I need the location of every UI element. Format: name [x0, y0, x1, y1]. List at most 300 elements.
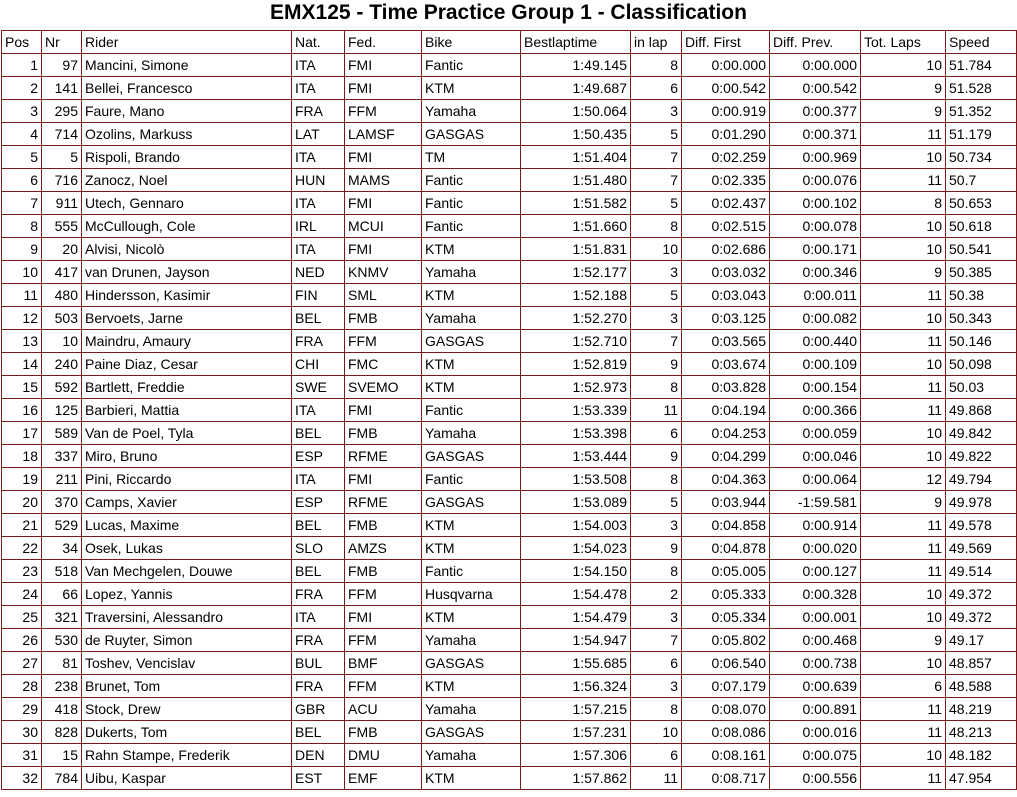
table-row: [2, 261, 1017, 284]
table-cell: NED: [292, 261, 345, 284]
table-cell: 29: [2, 698, 42, 721]
table-cell: Yamaha: [422, 744, 521, 767]
table-cell: 0:00.328: [770, 583, 861, 606]
table-cell: Fantic: [422, 399, 521, 422]
table-cell: 49.822: [946, 445, 1017, 468]
table-cell: 828: [42, 721, 82, 744]
table-cell: KTM: [422, 376, 521, 399]
table-row: [2, 284, 1017, 307]
table-cell: 1:52.710: [521, 330, 631, 353]
table-cell: FMI: [345, 468, 422, 491]
table-cell: 11: [861, 721, 946, 744]
table-cell: Camps, Xavier: [82, 491, 292, 514]
table-cell: 1:49.145: [521, 54, 631, 77]
table-cell: 0:00.016: [770, 721, 861, 744]
column-header: Nat.: [292, 31, 345, 54]
table-cell: 592: [42, 376, 82, 399]
table-cell: 0:04.363: [682, 468, 770, 491]
table-cell: SLO: [292, 537, 345, 560]
table-cell: 1:51.480: [521, 169, 631, 192]
table-cell: 0:00.075: [770, 744, 861, 767]
table-cell: 15: [2, 376, 42, 399]
table-cell: 11: [631, 399, 682, 422]
table-cell: 9: [631, 445, 682, 468]
table-cell: 9: [631, 353, 682, 376]
table-cell: MAMS: [345, 169, 422, 192]
table-cell: Mancini, Simone: [82, 54, 292, 77]
table-cell: 0:02.515: [682, 215, 770, 238]
table-row: [2, 514, 1017, 537]
table-cell: 0:00.064: [770, 468, 861, 491]
table-cell: GASGAS: [422, 721, 521, 744]
table-cell: 11: [861, 514, 946, 537]
table-cell: FFM: [345, 100, 422, 123]
table-cell: 1:54.150: [521, 560, 631, 583]
table-cell: Barbieri, Mattia: [82, 399, 292, 422]
table-cell: 9: [861, 77, 946, 100]
table-cell: 0:00.738: [770, 652, 861, 675]
table-cell: 0:00.000: [770, 54, 861, 77]
column-header: Tot. Laps: [861, 31, 946, 54]
table-cell: 370: [42, 491, 82, 514]
table-cell: 7: [631, 629, 682, 652]
table-cell: 6: [861, 675, 946, 698]
table-cell: 555: [42, 215, 82, 238]
table-cell: 0:04.194: [682, 399, 770, 422]
table-cell: 7: [631, 330, 682, 353]
table-cell: Miro, Bruno: [82, 445, 292, 468]
table-cell: 1:49.687: [521, 77, 631, 100]
table-cell: 0:00.001: [770, 606, 861, 629]
table-cell: 0:05.802: [682, 629, 770, 652]
table-cell: FFM: [345, 330, 422, 353]
table-cell: ESP: [292, 445, 345, 468]
table-cell: Faure, Mano: [82, 100, 292, 123]
table-cell: Fantic: [422, 192, 521, 215]
table-cell: 48.213: [946, 721, 1017, 744]
table-cell: 211: [42, 468, 82, 491]
table-cell: Dukerts, Tom: [82, 721, 292, 744]
table-cell: 3: [631, 100, 682, 123]
table-row: [2, 468, 1017, 491]
table-cell: 0:03.043: [682, 284, 770, 307]
table-cell: 417: [42, 261, 82, 284]
table-cell: 529: [42, 514, 82, 537]
table-cell: 23: [2, 560, 42, 583]
table-row: [2, 652, 1017, 675]
table-row: [2, 307, 1017, 330]
table-row: [2, 491, 1017, 514]
column-header: in lap: [631, 31, 682, 54]
table-cell: 50.343: [946, 307, 1017, 330]
column-header: Fed.: [345, 31, 422, 54]
table-cell: 51.179: [946, 123, 1017, 146]
table-cell: KTM: [422, 514, 521, 537]
table-cell: 1:53.508: [521, 468, 631, 491]
table-cell: 10: [861, 215, 946, 238]
table-cell: FRA: [292, 100, 345, 123]
table-cell: 1:52.270: [521, 307, 631, 330]
table-cell: 11: [2, 284, 42, 307]
table-cell: 0:00.346: [770, 261, 861, 284]
table-cell: 0:03.674: [682, 353, 770, 376]
table-cell: MCUI: [345, 215, 422, 238]
table-cell: 0:00.914: [770, 514, 861, 537]
table-cell: 0:00.000: [682, 54, 770, 77]
table-cell: 9: [2, 238, 42, 261]
table-row: [2, 560, 1017, 583]
table-row: [2, 537, 1017, 560]
table-cell: SVEMO: [345, 376, 422, 399]
table-cell: 49.372: [946, 606, 1017, 629]
table-cell: SWE: [292, 376, 345, 399]
table-cell: 0:03.828: [682, 376, 770, 399]
table-cell: 2: [2, 77, 42, 100]
table-cell: 141: [42, 77, 82, 100]
table-cell: 0:05.333: [682, 583, 770, 606]
table-cell: 1:56.324: [521, 675, 631, 698]
table-cell: ITA: [292, 468, 345, 491]
table-cell: Fantic: [422, 215, 521, 238]
table-cell: 11: [631, 767, 682, 790]
table-cell: ITA: [292, 54, 345, 77]
table-cell: ITA: [292, 399, 345, 422]
table-cell: GASGAS: [422, 445, 521, 468]
table-cell: BMF: [345, 652, 422, 675]
table-cell: 0:04.253: [682, 422, 770, 445]
table-cell: FMI: [345, 146, 422, 169]
table-cell: 1:57.231: [521, 721, 631, 744]
table-cell: 3: [631, 606, 682, 629]
table-cell: 1:53.339: [521, 399, 631, 422]
table-cell: 1:51.582: [521, 192, 631, 215]
table-cell: 1:52.819: [521, 353, 631, 376]
table-cell: 0:03.032: [682, 261, 770, 284]
table-cell: 10: [861, 146, 946, 169]
table-cell: 20: [42, 238, 82, 261]
table-row: [2, 767, 1017, 790]
table-cell: FMB: [345, 422, 422, 445]
table-cell: EST: [292, 767, 345, 790]
table-cell: 10: [631, 238, 682, 261]
table-cell: Bervoets, Jarne: [82, 307, 292, 330]
table-cell: KTM: [422, 238, 521, 261]
table-cell: 9: [861, 100, 946, 123]
table-cell: 6: [631, 652, 682, 675]
table-cell: 48.857: [946, 652, 1017, 675]
table-cell: 0:05.005: [682, 560, 770, 583]
table-row: [2, 100, 1017, 123]
table-cell: Van de Poel, Tyla: [82, 422, 292, 445]
table-cell: Rahn Stampe, Frederik: [82, 744, 292, 767]
table-row: [2, 77, 1017, 100]
table-cell: TM: [422, 146, 521, 169]
table-cell: 8: [631, 54, 682, 77]
table-cell: ITA: [292, 77, 345, 100]
table-cell: 17: [2, 422, 42, 445]
table-cell: 24: [2, 583, 42, 606]
table-row: [2, 698, 1017, 721]
table-cell: 0:00.078: [770, 215, 861, 238]
table-cell: LAMSF: [345, 123, 422, 146]
table-cell: 50.385: [946, 261, 1017, 284]
table-cell: 0:00.046: [770, 445, 861, 468]
table-cell: BEL: [292, 560, 345, 583]
table-cell: 50.541: [946, 238, 1017, 261]
table-cell: 0:02.437: [682, 192, 770, 215]
table-cell: FMB: [345, 307, 422, 330]
table-cell: 49.569: [946, 537, 1017, 560]
table-cell: FFM: [345, 629, 422, 652]
page-title: EMX125 - Time Practice Group 1 - Classification: [270, 1, 747, 24]
table-cell: 530: [42, 629, 82, 652]
table-cell: 0:00.542: [682, 77, 770, 100]
table-cell: 0:01.290: [682, 123, 770, 146]
table-cell: 295: [42, 100, 82, 123]
table-cell: 0:00.919: [682, 100, 770, 123]
table-cell: KTM: [422, 675, 521, 698]
table-cell: GASGAS: [422, 123, 521, 146]
table-cell: 7: [631, 146, 682, 169]
table-cell: 66: [42, 583, 82, 606]
table-cell: Bartlett, Freddie: [82, 376, 292, 399]
table-cell: 1:51.404: [521, 146, 631, 169]
table-cell: 6: [2, 169, 42, 192]
table-cell: 31: [2, 744, 42, 767]
table-cell: FMI: [345, 238, 422, 261]
table-cell: 1:54.023: [521, 537, 631, 560]
table-cell: 50.098: [946, 353, 1017, 376]
table-cell: 0:00.969: [770, 146, 861, 169]
table-cell: 8: [631, 560, 682, 583]
table-cell: 11: [861, 284, 946, 307]
column-header: Diff. First: [682, 31, 770, 54]
table-body: [2, 54, 1017, 790]
table-cell: ITA: [292, 192, 345, 215]
table-cell: 14: [2, 353, 42, 376]
table-row: [2, 123, 1017, 146]
table-cell: 1:50.064: [521, 100, 631, 123]
table-cell: 6: [631, 422, 682, 445]
table-cell: McCullough, Cole: [82, 215, 292, 238]
table-cell: 97: [42, 54, 82, 77]
table-cell: KTM: [422, 537, 521, 560]
table-cell: 10: [861, 238, 946, 261]
table-cell: 11: [861, 698, 946, 721]
table-cell: 3: [631, 261, 682, 284]
table-cell: 9: [631, 537, 682, 560]
table-row: [2, 353, 1017, 376]
table-cell: 1:52.188: [521, 284, 631, 307]
table-cell: Alvisi, Nicolò: [82, 238, 292, 261]
table-cell: 784: [42, 767, 82, 790]
table-cell: 6: [631, 77, 682, 100]
table-cell: 32: [2, 767, 42, 790]
table-cell: 10: [631, 721, 682, 744]
table-cell: 0:00.109: [770, 353, 861, 376]
table-cell: 716: [42, 169, 82, 192]
table-cell: Ozolins, Markuss: [82, 123, 292, 146]
table-cell: 6: [631, 744, 682, 767]
table-cell: KTM: [422, 767, 521, 790]
table-cell: 321: [42, 606, 82, 629]
table-cell: 0:08.161: [682, 744, 770, 767]
table-cell: 19: [2, 468, 42, 491]
table-cell: 51.784: [946, 54, 1017, 77]
table-cell: 714: [42, 123, 82, 146]
table-cell: 49.868: [946, 399, 1017, 422]
table-cell: ACU: [345, 698, 422, 721]
table-cell: 5: [631, 123, 682, 146]
table-cell: 1:50.435: [521, 123, 631, 146]
table-cell: 11: [861, 537, 946, 560]
table-cell: 0:00.468: [770, 629, 861, 652]
table-cell: 0:00.440: [770, 330, 861, 353]
table-cell: 0:00.102: [770, 192, 861, 215]
table-cell: 50.146: [946, 330, 1017, 353]
table-cell: Fantic: [422, 560, 521, 583]
table-cell: ITA: [292, 146, 345, 169]
table-cell: FMI: [345, 606, 422, 629]
table-cell: 8: [631, 215, 682, 238]
table-cell: 48.182: [946, 744, 1017, 767]
table-cell: 8: [861, 192, 946, 215]
table-row: [2, 583, 1017, 606]
table-cell: 10: [861, 606, 946, 629]
table-row: [2, 606, 1017, 629]
table-cell: 8: [2, 215, 42, 238]
table-row: [2, 169, 1017, 192]
table-cell: Traversini, Alessandro: [82, 606, 292, 629]
table-cell: 0:02.335: [682, 169, 770, 192]
table-cell: 9: [861, 261, 946, 284]
table-cell: 0:08.070: [682, 698, 770, 721]
table-row: [2, 215, 1017, 238]
table-cell: 10: [861, 353, 946, 376]
table-row: [2, 399, 1017, 422]
classification-table: [1, 30, 1017, 790]
table-cell: 50.653: [946, 192, 1017, 215]
table-cell: 10: [42, 330, 82, 353]
table-cell: 125: [42, 399, 82, 422]
table-cell: 2: [631, 583, 682, 606]
table-cell: 1:54.478: [521, 583, 631, 606]
table-cell: Toshev, Vencislav: [82, 652, 292, 675]
table-cell: Husqvarna: [422, 583, 521, 606]
table-cell: 0:00.171: [770, 238, 861, 261]
table-cell: 518: [42, 560, 82, 583]
table-cell: FRA: [292, 330, 345, 353]
table-cell: GBR: [292, 698, 345, 721]
table-cell: FMB: [345, 514, 422, 537]
table-cell: 8: [631, 468, 682, 491]
table-cell: 4: [2, 123, 42, 146]
table-cell: 10: [861, 744, 946, 767]
table-cell: KTM: [422, 284, 521, 307]
table-cell: 10: [861, 652, 946, 675]
table-cell: 28: [2, 675, 42, 698]
table-cell: 26: [2, 629, 42, 652]
table-row: [2, 422, 1017, 445]
table-cell: 25: [2, 606, 42, 629]
table-cell: SML: [345, 284, 422, 307]
table-cell: BUL: [292, 652, 345, 675]
table-cell: 51.528: [946, 77, 1017, 100]
table-cell: 0:04.878: [682, 537, 770, 560]
table-cell: 418: [42, 698, 82, 721]
table-cell: 9: [861, 629, 946, 652]
table-cell: 0:08.717: [682, 767, 770, 790]
table-cell: 18: [2, 445, 42, 468]
table-cell: Paine Diaz, Cesar: [82, 353, 292, 376]
table-cell: FMI: [345, 192, 422, 215]
table-cell: 11: [861, 376, 946, 399]
table-cell: ITA: [292, 606, 345, 629]
table-row: [2, 445, 1017, 468]
table-cell: 5: [631, 192, 682, 215]
table-cell: CHI: [292, 353, 345, 376]
column-header: Bestlaptime: [521, 31, 631, 54]
table-cell: 1:54.479: [521, 606, 631, 629]
table-cell: Van Mechgelen, Douwe: [82, 560, 292, 583]
table-cell: -1:59.581: [770, 491, 861, 514]
table-cell: FMB: [345, 721, 422, 744]
table-row: [2, 238, 1017, 261]
table-cell: 0:03.565: [682, 330, 770, 353]
table-cell: 0:00.371: [770, 123, 861, 146]
table-cell: HUN: [292, 169, 345, 192]
table-cell: 10: [861, 583, 946, 606]
table-cell: 0:06.540: [682, 652, 770, 675]
table-cell: Fantic: [422, 468, 521, 491]
table-cell: EMF: [345, 767, 422, 790]
table-cell: 50.03: [946, 376, 1017, 399]
table-cell: 3: [2, 100, 42, 123]
table-cell: GASGAS: [422, 330, 521, 353]
table-cell: 9: [861, 491, 946, 514]
table-row: [2, 330, 1017, 353]
table-cell: 1:51.660: [521, 215, 631, 238]
table-cell: 1:53.398: [521, 422, 631, 445]
table-cell: 0:03.944: [682, 491, 770, 514]
table-cell: 21: [2, 514, 42, 537]
table-cell: 0:03.125: [682, 307, 770, 330]
table-cell: 1:53.444: [521, 445, 631, 468]
table-cell: 10: [861, 445, 946, 468]
table-cell: 27: [2, 652, 42, 675]
table-cell: 1:57.862: [521, 767, 631, 790]
table-cell: KNMV: [345, 261, 422, 284]
table-cell: 0:00.639: [770, 675, 861, 698]
table-cell: 49.514: [946, 560, 1017, 583]
table-cell: FFM: [345, 675, 422, 698]
table-cell: 1: [2, 54, 42, 77]
table-cell: 1:54.003: [521, 514, 631, 537]
table-cell: Bellei, Francesco: [82, 77, 292, 100]
table-cell: 0:07.179: [682, 675, 770, 698]
table-cell: 49.978: [946, 491, 1017, 514]
table-cell: Yamaha: [422, 422, 521, 445]
table-cell: 15: [42, 744, 82, 767]
table-cell: IRL: [292, 215, 345, 238]
table-cell: 0:00.366: [770, 399, 861, 422]
table-cell: FRA: [292, 675, 345, 698]
table-cell: 11: [861, 560, 946, 583]
table-cell: 30: [2, 721, 42, 744]
table-cell: 49.372: [946, 583, 1017, 606]
table-cell: Utech, Gennaro: [82, 192, 292, 215]
table-cell: 0:00.011: [770, 284, 861, 307]
